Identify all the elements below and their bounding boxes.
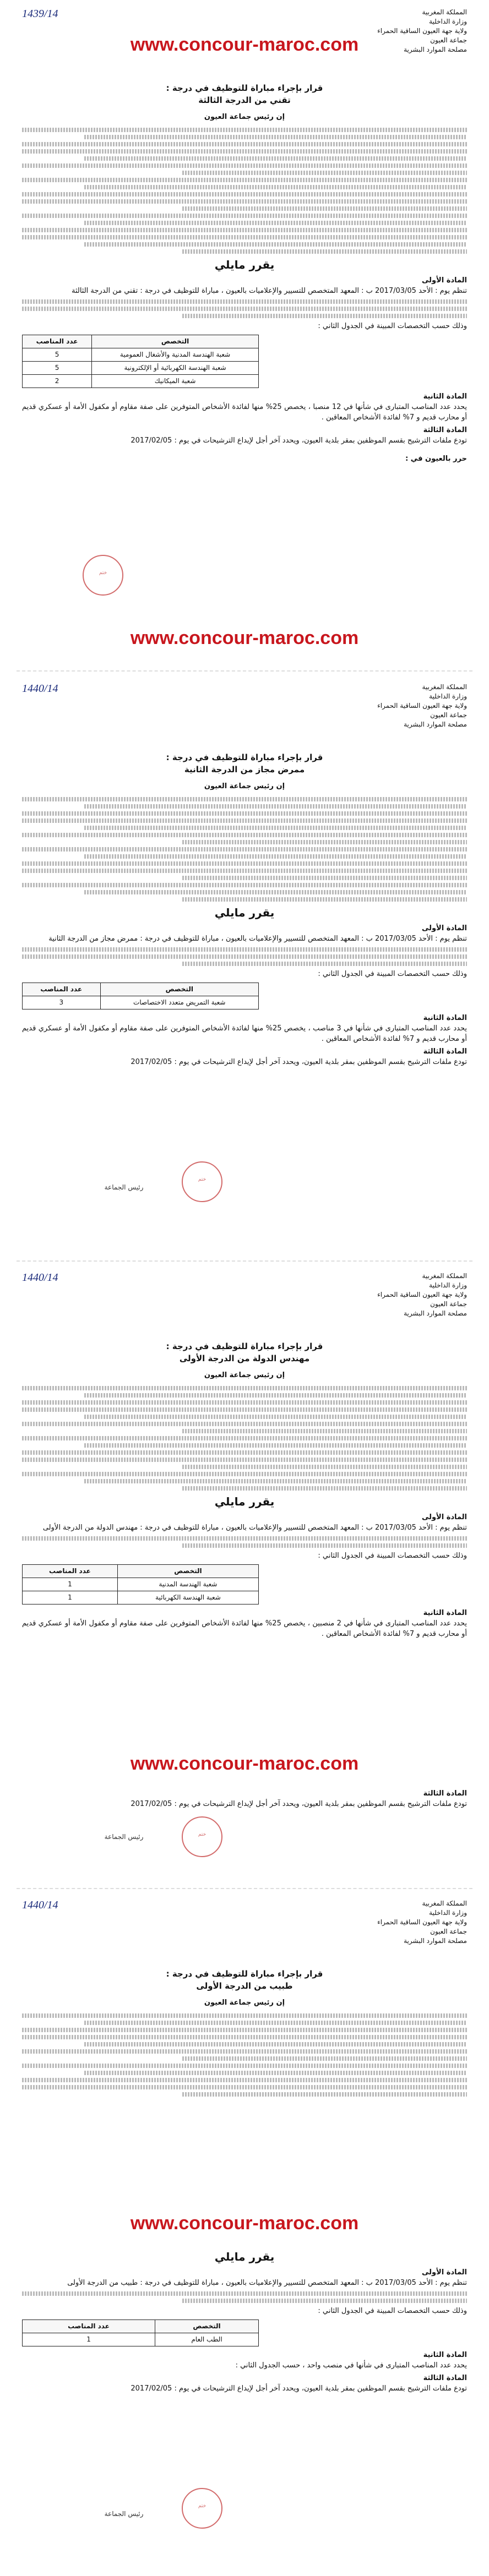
article-label: المادة الثالثة [423,1047,467,1056]
table-cell: شعبة الهندسة المدنية [117,1578,258,1591]
table-cell: 5 [23,362,92,375]
head-intro: إن رئيس جماعة العيون [204,782,285,790]
table-row [23,348,259,362]
positions-table [22,983,259,1009]
table-row [23,375,259,388]
announcement-title [22,1968,467,1992]
article-label: المادة الثانية [423,1609,467,1617]
table-cell: الطب العام [155,2333,259,2346]
announcement-title [22,82,467,106]
title-line: ممرض مجاز من الدرجة الثانية [184,765,305,774]
article-label: المادة الثالثة [423,426,467,434]
table-row [23,2333,259,2346]
title-line: مهندس الدولة من الدرجة الأولى [179,1354,310,1363]
article-text: تودع ملفات الترشيح بقسم الموظفين بمقر بلدية العيون، ويحدد آخر أجل لإيداع الترشيحات في يوم : 2017/02/05 [131,2384,467,2393]
registration-number: 1440/14 [22,1271,58,1284]
table-caption: وذلك حسب التخصصات المبينة في الجدول الثاني : [318,2307,467,2315]
article-label: المادة الثانية [423,2351,467,2359]
article-text: يحدد عدد المناصب المتبارى في شأنها في 3 مناصب ، يخصص 25% منها لفائدة الأشخاص المتوفرين على صفة مقاوم أو مكفول الأمة أو عسكري قديم أو محارب قديم و 7% لفائدة الأشخاص المعاقين . [22,1024,467,1043]
registration-number: 1439/14 [22,8,58,20]
page-divider [17,1888,472,1889]
article-text: يحدد عدد المناصب المتبارى في شأنها في 2 منصبين ، يخصص 25% منها لفائدة الأشخاص المتوفرين على صفة مقاوم أو مكفول الأمة أو عسكري قديم أو محارب قديم و 7% لفائدة الأشخاص المعاقين . [22,1619,467,1638]
table-header: التخصص [155,2320,259,2333]
table-cell: 5 [23,348,92,362]
title-line: تقني من الدرجة الثالثة [198,95,291,105]
table-cell: 1 [23,2333,155,2346]
title-line: طبيب من الدرجة الأولى [196,1981,293,1991]
decision-heading: يقرر مايلي [214,258,275,271]
table-caption: وذلك حسب التخصصات المبينة في الجدول الثاني : [318,322,467,330]
header-line: ولاية جهة العيون الساقية الحمراء [377,27,467,35]
header-line: المملكة المغربية [422,1272,467,1280]
legal-references [22,128,467,254]
page-divider [17,1260,472,1262]
title-line: قرار بإجراء مباراة للتوظيف في درجة : [166,83,323,93]
article-text: تنظم يوم : الأحد 2017/03/05 ب : المعهد المتخصص للتسيير والإعلاميات بالعيون ، مباراة للتوظيف في درجة : تقني من الدرجة الثالثة [71,287,467,295]
signature-block: رئيس الجماعة [104,1183,144,1191]
header-line: مصلحة الموارد البشرية [404,1309,467,1317]
article-text: تنظم يوم : الأحد 2017/03/05 ب : المعهد المتخصص للتسيير والإعلاميات بالعيون ، مباراة للتوظيف في درجة : طبيب من الدرجة الأولى [67,2279,467,2287]
title-line: قرار بإجراء مباراة للتوظيف في درجة : [166,1341,323,1351]
official-stamp: ختم [83,555,123,596]
announcement-3 [22,1271,467,1639]
announcement-1 [22,8,467,464]
announcement-4 [22,1899,467,2099]
title-line: قرار بإجراء مباراة للتوظيف في درجة : [166,1969,323,1979]
article-label: المادة الثانية [423,392,467,401]
article-label: المادة الثالثة [423,2374,467,2382]
table-caption: وذلك حسب التخصصات المبينة في الجدول الثاني : [318,1552,467,1560]
article-text: تودع ملفات الترشيح بقسم الموظفين بمقر بلدية العيون، ويحدد آخر أجل لإيداع الترشيحات في يوم : 2017/02/05 [131,436,467,445]
article-label: المادة الأولى [421,924,467,932]
announcement-2 [22,683,467,1067]
watermark-link[interactable]: www.concour-maroc.com [130,627,359,648]
announcement-3-closing [22,1786,467,1809]
table-header: التخصص [117,1565,258,1578]
ministry-header [324,8,467,54]
table-header: عدد المناصب [23,1565,118,1578]
header-line: المملكة المغربية [422,683,467,691]
signature-line: حرر بالعيون في : [405,455,467,463]
table-header: عدد المناصب [23,2320,155,2333]
header-line: وزارة الداخلية [429,18,467,25]
table-row [23,996,259,1009]
official-stamp: ختم [182,2488,222,2529]
positions-table [22,1564,259,1604]
header-line: المملكة المغربية [422,8,467,16]
decision-heading: يقرر مايلي [214,906,275,919]
header-line: وزارة الداخلية [429,692,467,700]
header-line: مصلحة الموارد البشرية [404,1937,467,1945]
title-line: قرار بإجراء مباراة للتوظيف في درجة : [166,752,323,762]
table-cell: شعبة الميكانيك [92,375,259,388]
legal-references [22,797,467,902]
table-cell: 2 [23,375,92,388]
positions-table [22,2320,259,2346]
table-header: عدد المناصب [23,335,92,348]
head-intro: إن رئيس جماعة العيون [204,1999,285,2007]
table-row [23,1591,259,1604]
decision-heading: يقرر مايلي [214,2250,275,2263]
ministry-header [324,1271,467,1318]
article-text: تنظم يوم : الأحد 2017/03/05 ب : المعهد المتخصص للتسيير والإعلاميات بالعيون ، مباراة للتوظيف في درجة : ممرض مجاز من الدرجة الثانية [48,935,467,943]
table-cell: شعبة الهندسة الكهربائية [117,1591,258,1604]
article-label: المادة الثالثة [423,1789,467,1798]
table-header: التخصص [92,335,259,348]
header-line: وزارة الداخلية [429,1909,467,1917]
watermark-link[interactable]: www.concour-maroc.com [130,1753,359,1774]
page-divider [17,670,472,672]
header-line: جماعة العيون [430,1300,467,1308]
article-text: تودع ملفات الترشيح بقسم الموظفين بمقر بلدية العيون، ويحدد آخر أجل لإيداع الترشيحات في يوم : 2017/02/05 [131,1058,467,1066]
ministry-header [324,683,467,729]
table-cell: شعبة الهندسة المدنية والأشغال العمومية [92,348,259,362]
official-stamp: ختم [182,1161,222,1202]
announcement-4-body [22,2248,467,2394]
announcement-title [22,1340,467,1365]
table-cell: 1 [23,1591,118,1604]
table-cell: شعبة التمريض متعدد الاختصاصات [100,996,258,1009]
header-line: مصلحة الموارد البشرية [404,721,467,728]
table-header: عدد المناصب [23,983,101,996]
header-line: جماعة العيون [430,711,467,719]
registration-number: 1440/14 [22,683,58,695]
legal-references [22,1386,467,1491]
positions-table [22,335,259,388]
table-caption: وذلك حسب التخصصات المبينة في الجدول الثاني : [318,970,467,978]
article-text: تودع ملفات الترشيح بقسم الموظفين بمقر بلدية العيون، ويحدد آخر أجل لإيداع الترشيحات في يوم : 2017/02/05 [131,1800,467,1808]
article-label: المادة الثانية [423,1014,467,1022]
signature-block: رئيس الجماعة [104,1833,144,1841]
article-text: يحدد عدد المناصب المتبارى في شأنها في منصب واحد ، حسب الجدول الثاني : [235,2361,467,2370]
table-row [23,1578,259,1591]
official-stamp: ختم [182,1816,222,1857]
header-line: ولاية جهة العيون الساقية الحمراء [377,702,467,710]
announcement-title [22,751,467,776]
head-intro: إن رئيس جماعة العيون [204,113,285,121]
header-line: المملكة المغربية [422,1900,467,1907]
table-cell: شعبة الهندسة الكهربائية أو الإلكترونية [92,362,259,375]
header-line: مصلحة الموارد البشرية [404,46,467,53]
header-line: وزارة الداخلية [429,1281,467,1289]
table-row [23,362,259,375]
article-label: المادة الأولى [421,1513,467,1521]
header-line: ولاية جهة العيون الساقية الحمراء [377,1291,467,1298]
legal-references [22,2013,467,2097]
article-text: يحدد عدد المناصب المتبارى في شأنها في 12 منصبا ، يخصص 25% منها لفائدة الأشخاص المتوفرين على صفة مقاوم أو مكفول الأمة أو عسكري قديم أو محارب قديم و 7% لفائدة الأشخاص المعاقين . [22,403,467,422]
registration-number: 1440/14 [22,1899,58,1911]
article-label: المادة الأولى [421,276,467,285]
table-cell: 3 [23,996,101,1009]
head-intro: إن رئيس جماعة العيون [204,1371,285,1379]
article-text: تنظم يوم : الأحد 2017/03/05 ب : المعهد المتخصص للتسيير والإعلاميات بالعيون ، مباراة للتوظيف في درجة : مهندس الدولة من الدرجة الأولى [42,1524,467,1532]
decision-heading: يقرر مايلي [214,1495,275,1508]
table-header: التخصص [100,983,258,996]
signature-block: رئيس الجماعة [104,2510,144,2518]
ministry-header [324,1899,467,1946]
header-line: جماعة العيون [430,36,467,44]
watermark-link[interactable]: www.concour-maroc.com [130,2213,359,2234]
header-line: جماعة العيون [430,1928,467,1935]
watermark-link[interactable]: www.concour-maroc.com [130,34,359,55]
table-cell: 1 [23,1578,118,1591]
article-label: المادة الأولى [421,2268,467,2277]
header-line: ولاية جهة العيون الساقية الحمراء [377,1918,467,1926]
